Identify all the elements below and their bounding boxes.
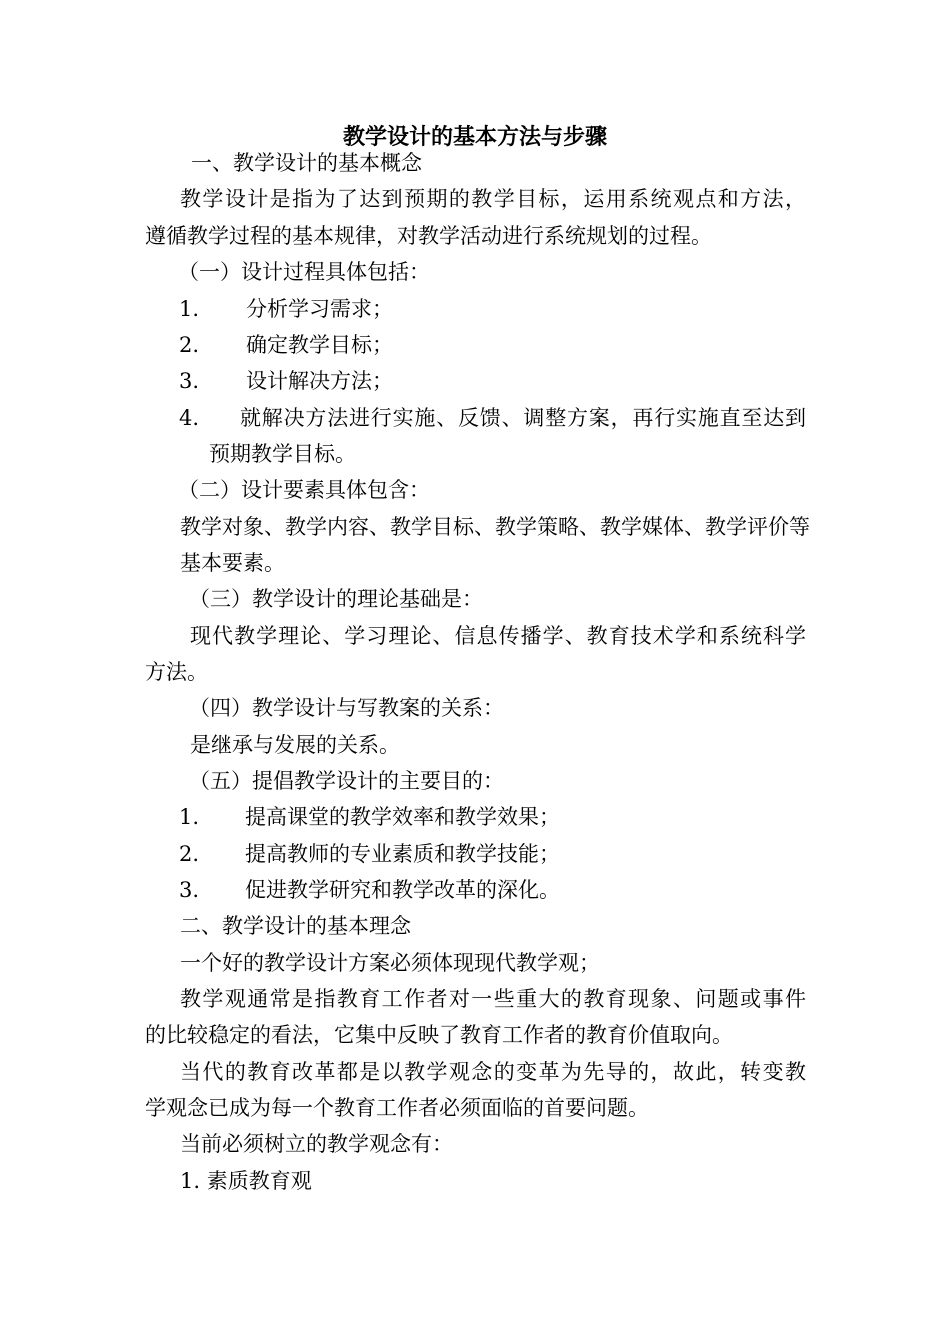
elements-line-2: 基本要素。: [180, 551, 285, 575]
elements-line-1: 教学对象、教学内容、教学目标、教学策略、教学媒体、教学评价等: [180, 515, 810, 539]
list-item: 分析学习需求；: [246, 297, 393, 321]
paragraph-3-line-1: 当代的教育改革都是以教学观念的变革为先导的，故此，转变教: [180, 1060, 806, 1084]
list-item-number: 3.: [179, 878, 200, 902]
theory-line-2: 方法。: [145, 660, 208, 684]
section-heading-1: 一、教学设计的基本概念: [191, 151, 422, 175]
list-item: 促进教学研究和教学改革的深化。: [245, 878, 560, 902]
subheading-relation: （四）教学设计与写教案的关系：: [189, 696, 504, 720]
subheading-process: （一）设计过程具体包括：: [178, 260, 430, 284]
theory-line-1: 现代教学理论、学习理论、信息传播学、教育技术学和系统科学: [190, 624, 806, 648]
paragraph-2-line-2: 的比较稳定的看法，它集中反映了教育工作者的教育价值取向。: [145, 1023, 733, 1047]
paragraph-1: 一个好的教学设计方案必须体现现代教学观；: [180, 951, 600, 975]
list-item: 提高教师的专业素质和教学技能；: [245, 842, 560, 866]
list-item-number: 3.: [179, 369, 200, 393]
paragraph-2-line-1: 教学观通常是指教育工作者对一些重大的教育现象、问题或事件: [180, 987, 806, 1011]
list-item: 就解决方法进行实施、反馈、调整方案，再行实施直至达到: [240, 406, 806, 430]
definition-line-2: 遵循教学过程的基本规律，对教学活动进行系统规划的过程。: [145, 224, 712, 248]
paragraph-3-line-2: 学观念已成为每一个教育工作者必须面临的首要问题。: [145, 1096, 649, 1120]
relation-text: 是继承与发展的关系。: [190, 733, 400, 757]
subheading-elements: （二）设计要素具体包含：: [178, 478, 430, 502]
list-item: 提高课堂的教学效率和教学效果；: [245, 805, 560, 829]
section-heading-2: 二、教学设计的基本理念: [180, 914, 411, 938]
list-item: 确定教学目标；: [246, 333, 393, 357]
subheading-purpose: （五）提倡教学设计的主要目的：: [189, 769, 504, 793]
list-item-continuation: 预期教学目标。: [209, 442, 356, 466]
paragraph-5: 1. 素质教育观: [180, 1169, 312, 1193]
definition-line-1: 教学设计是指为了达到预期的教学目标，运用系统观点和方法，: [180, 187, 806, 211]
list-item: 设计解决方法；: [246, 369, 393, 393]
document-title: 教学设计的基本方法与步骤: [342, 124, 607, 150]
list-item-number: 1.: [179, 805, 200, 829]
list-item-number: 1.: [179, 297, 200, 321]
subheading-theory: （三）教学设计的理论基础是：: [189, 587, 483, 611]
paragraph-4: 当前必须树立的教学观念有：: [180, 1132, 453, 1156]
list-item-number: 2.: [179, 333, 200, 357]
list-item-number: 2.: [179, 842, 200, 866]
list-item-number: 4.: [179, 406, 200, 430]
